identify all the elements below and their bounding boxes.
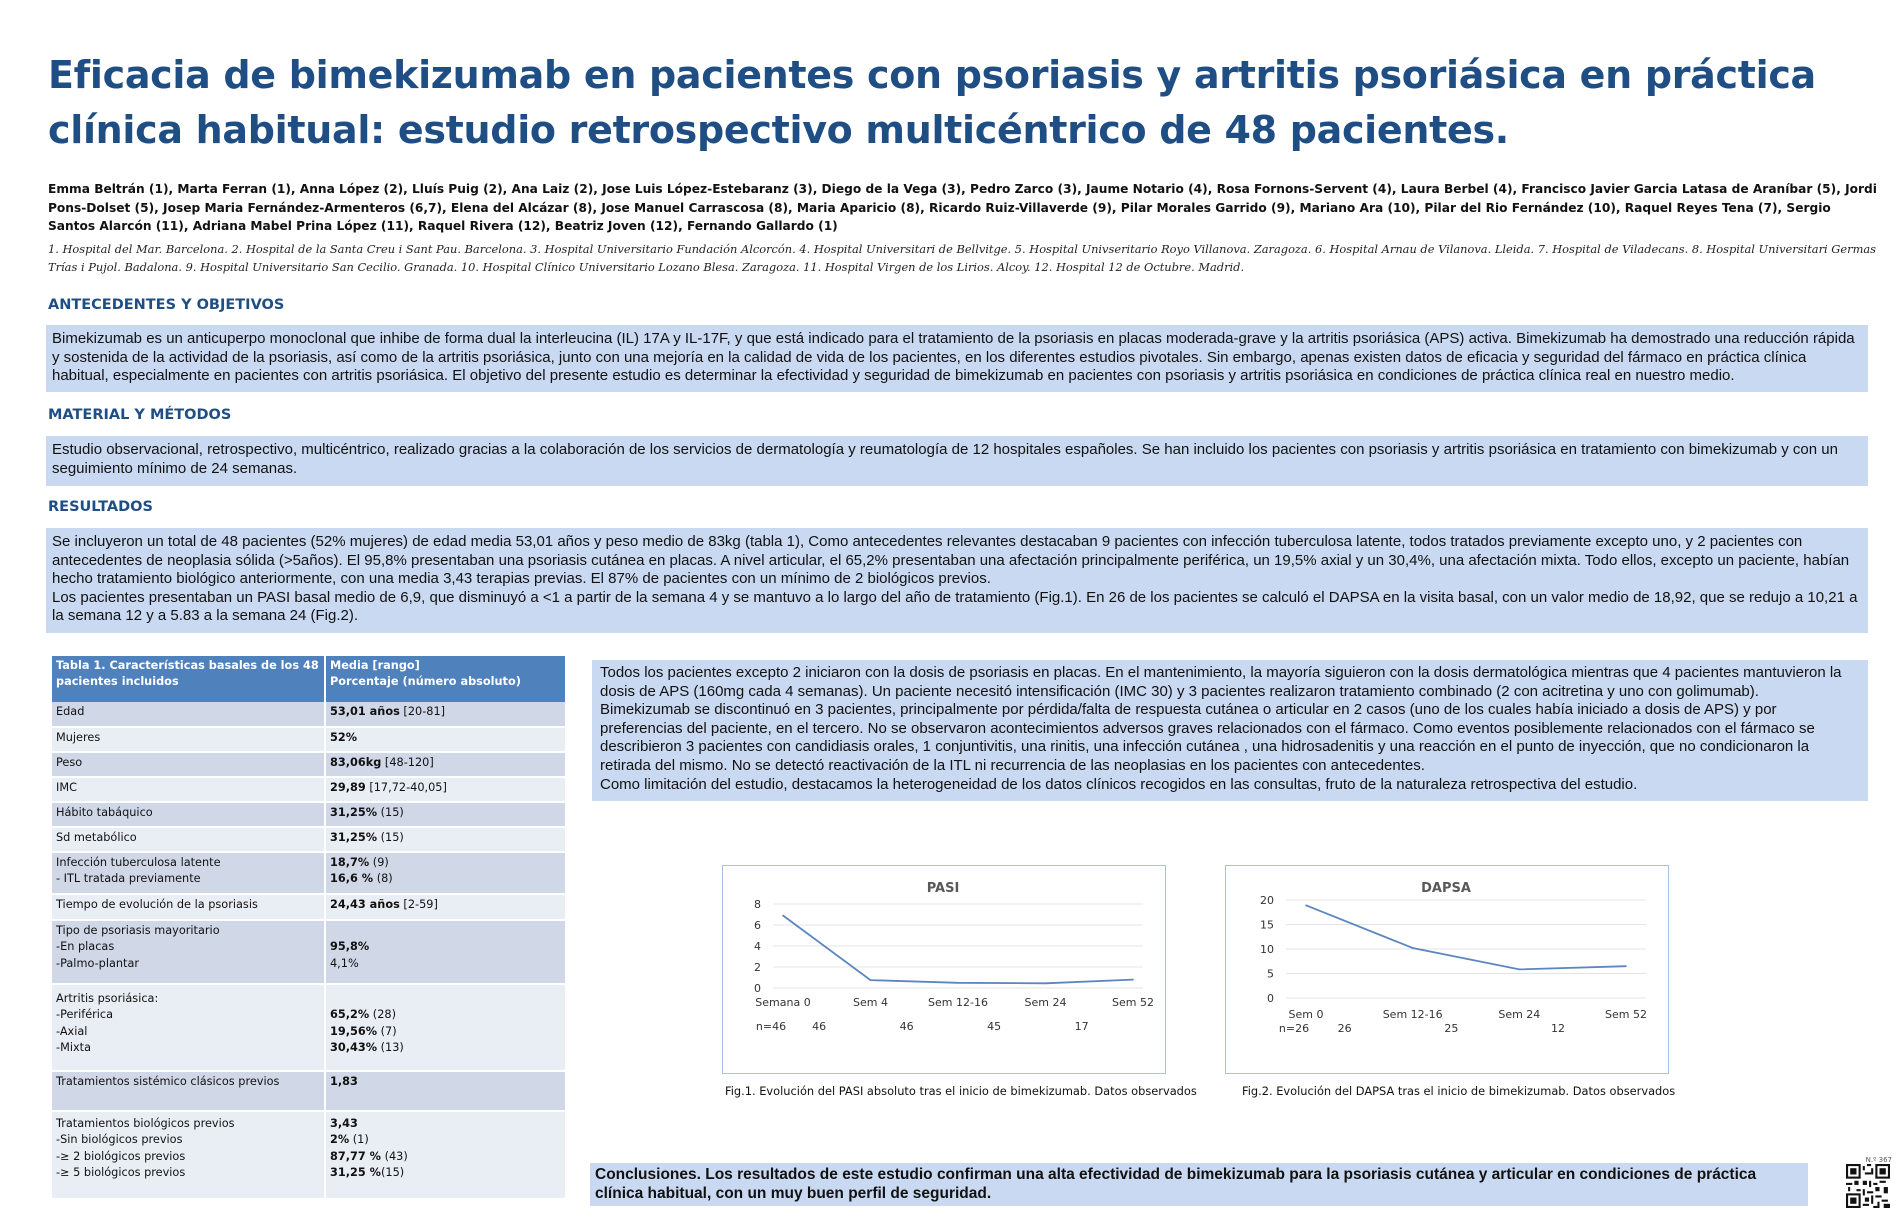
n-value: 26 — [1337, 1022, 1352, 1035]
table-row: Infección tuberculosa latente - ITL tratada previamente 18,7% (9) 16,6 % (8) — [52, 852, 566, 894]
chart-title: PASI — [926, 881, 960, 896]
n-value: 45 — [987, 1020, 1002, 1033]
conclusions-box: Conclusiones. Los resultados de este estudio confirman una alta efectividad de bimekizumab para la psoriasis cutánea y articular en condiciones de práctica clínica habitual, con un muy buen perfil de seguridad. — [590, 1163, 1808, 1206]
n-value: 12 — [1551, 1022, 1565, 1035]
table-row: Edad 53,01 años [20-81] — [52, 702, 566, 727]
poster-title: Eficacia de bimekizumab en pacientes con psoriasis y artritis psoriásica en práctica clínica habitual: estudio retrospectivo multicéntrico de 48 pacientes. — [48, 53, 1816, 152]
n-value: 17 — [1074, 1020, 1089, 1033]
heading-resultados: RESULTADOS — [48, 499, 153, 515]
dapsa-caption: Fig.2. Evolución del DAPSA tras el inicio de bimekizumab. Datos observados — [1242, 1084, 1676, 1098]
data-point — [870, 979, 872, 981]
n-value: 25 — [1444, 1022, 1459, 1035]
pasi-chart-frame — [722, 865, 1166, 1074]
qr-code — [1846, 1156, 1892, 1218]
table-row: Tiempo de evolución de la psoriasis 24,43 años [2-59] — [52, 894, 566, 920]
table-row: Mujeres 52% — [52, 727, 566, 752]
x-tick-label: Sem 52 — [1605, 1008, 1647, 1021]
x-tick-label: Sem 24 — [1498, 1008, 1541, 1021]
y-tick-label: 6 — [754, 919, 761, 932]
table-row: Tratamientos biológicos previos -Sin biológicos previos -≥ 2 biológicos previos -≥ 5 biológicos previos 3,43 2% (1) 87,77 % (43) 31,25 %(15) — [52, 1111, 566, 1199]
y-tick-label: 15 — [1260, 918, 1274, 932]
pasi-chart — [723, 866, 1164, 1072]
table-row: Peso 83,06kg [48-120] — [52, 752, 566, 777]
data-point — [1412, 947, 1414, 949]
discussion-box — [592, 660, 1868, 801]
x-tick-label: Sem 4 — [853, 996, 888, 1009]
table-row: Sd metabólico 31,25% (15) — [52, 827, 566, 852]
qr-number-label: N.º 367 — [1865, 1156, 1892, 1164]
authors-list: Emma Beltrán (1), Marta Ferran (1), Anna López (2), Lluís Puig (2), Ana Laiz (2), Jose Luis López-Estebaranz (3), Diego de la Vega (3), Pedro Zarco (3), Jaume Notario (4), Rosa Fornons-Servent (4), Laura Berbel (4), Francisco Javier Garcia Latasa de Araníbar (5), Jordi Pons-Dolset (5), Josep Maria Fernández-Armenteros (6,7), Elena del Alcázar (8), Jose Manuel Carrascosa (8), Maria Aparicio (8), Ricardo Ruiz-Villaverde (9), Pilar Morales Garrido (9), Mariano Ara (10), Pilar del Rio Fernández (10), Raquel Reyes Tena (7), Sergio Santos Alarcón (11), Adriana Mabel Prina López (11), Raquel Rivera (12), Beatriz Joven (12), Fernando Gallardo (1) — [48, 182, 1877, 233]
series-line — [783, 916, 1133, 984]
data-point — [782, 915, 784, 917]
y-tick-label: 2 — [754, 961, 761, 974]
data-point — [1132, 979, 1134, 981]
antecedentes-text: Bimekizumab es un anticuperpo monoclonal que inhibe de forma dual la interleucina (IL) 17A y IL-17F, y que está indicado para el tratamiento de la psoriasis en placas moderada-grave y la artritis psoriásica (APS) activa. Bimekizumab ha demostrado una reducción rápida y sostenida de la actividad de la psoriasis, así como de la artritis psoriásica, junto con una mejoría en la calidad de vida de los pacientes, en los diferentes estudios pivotales. Sin embargo, apenas existen datos de eficacia y seguridad del fármaco en práctica clínica habitual, especialmente en pacientes con artritis psoriásica. El objetivo del presente estudio es determinar la efectividad y seguridad de bimekizumab en pacientes con psoriasis y artritis psoriásica en condiciones de práctica clínica real en nuestro medio. — [52, 330, 1855, 385]
antecedentes-box — [46, 325, 1868, 392]
y-tick-label: 5 — [1267, 967, 1274, 981]
y-tick-label: 8 — [754, 898, 761, 911]
x-tick-label: Sem 52 — [1112, 996, 1154, 1009]
x-tick-label: Sem 12-16 — [1382, 1008, 1443, 1021]
discussion-text-2: Bimekizumab se discontinuó en 3 pacientes, principalmente por pérdida/falta de respuesta cutánea o articular en 2 casos (uno de los cuales había iniciado a dosis de APS) y por preferencias del paciente, en el tercero. No se observaron acontecimientos adversos graves relacionados con el fármaco. Como eventos posiblemente relacionados con el fármaco se describieron 3 pacientes con candidiasis orales, 1 conjuntivitis, una rinitis, una infección cutánea , una hidrosadenitis y una reacción en el punto de inyección, que no condicionaron la retirada del mismo. No se detectó reactivación de la ITL ni recurrencia de las neoplasias en los pacientes con antecedentes. — [600, 701, 1815, 774]
heading-material: MATERIAL Y MÉTODOS — [48, 407, 232, 423]
table-header-value: Media [rango] Porcentaje (número absoluto) — [325, 656, 566, 702]
dapsa-chart-frame — [1225, 865, 1669, 1074]
x-tick-label: Sem 0 — [1288, 1008, 1324, 1021]
n-label: n=46 — [755, 1020, 787, 1033]
table-row: Artritis psoriásica: -Periférica -Axial -Mixta 65,2% (28) 19,56% (7) 30,43% (13) — [52, 984, 566, 1071]
discussion-text-3: Como limitación del estudio, destacamos la heterogeneidad de los datos clínicos recogidos en las consultas, fruto de la naturaleza retrospectiva del estudio. — [600, 775, 1638, 793]
y-tick-label: 0 — [1267, 992, 1274, 1005]
resultados-text-1: Se incluyeron un total de 48 pacientes (52% mujeres) de edad media 53,01 años y peso medio de 83kg (tabla 1), Como antecedentes relevantes destacaban 9 pacientes con infección tuberculosa latente, todos tratados previamente excepto uno, y 2 pacientes con antecedentes de neoplasia sólida (>5años). El 95,8% presentaban una psoriasis cutánea en placas. A nivel articular, el 65,2% presentaban una afectación principalmente periférica, un 19,5% axial y un 30,4%, una afectación mixta. Todo ellos, excepto un paciente, habían hecho tratamiento biológico anteriormente, con una media 3,43 terapias previas. El 87% de pacientes con un mínimo de 2 biológicos previos. — [52, 533, 1850, 588]
x-tick-label: Sem 12-16 — [928, 996, 988, 1009]
table-row: IMC 29,89 [17,72-40,05] — [52, 777, 566, 802]
qr-code-icon — [1846, 1164, 1890, 1208]
y-tick-label: 10 — [1260, 943, 1274, 956]
table-row: Tratamientos sistémico clásicos previos 1,83 — [52, 1071, 566, 1111]
x-tick-label: Sem 24 — [1024, 996, 1067, 1009]
x-tick-label: Semana 0 — [755, 996, 811, 1009]
n-value: 46 — [899, 1020, 914, 1033]
y-tick-label: 0 — [754, 982, 761, 995]
series-line — [1306, 905, 1626, 969]
material-box — [46, 436, 1868, 486]
material-text: Estudio observacional, retrospectivo, multicéntrico, realizado gracias a la colaboración de los servicios de dermatología y reumatología de 12 hospitales españoles. Se han incluido los pacientes con psoriasis y artritis psoriásica en tratamiento con bimekizumab y con un seguimiento mínimo de 24 semanas. — [52, 441, 1838, 477]
data-point — [1519, 969, 1521, 971]
heading-antecedentes: ANTECEDENTES Y OBJETIVOS — [48, 297, 285, 313]
resultados-text-2: Los pacientes presentaban un PASI basal medio de 6,9, que disminuyó a <1 a partir de la semana 4 y se mantuvo a lo largo del año de tratamiento (Fig.1). En 26 de los pacientes se calculó el DAPSA en la visita basal, con un valor medio de 18,92, que se redujo a 10,21 a la semana 12 y a 5.83 a la semana 24 (Fig.2). — [52, 588, 1858, 625]
y-tick-label: 20 — [1260, 894, 1274, 907]
y-tick-label: 4 — [754, 940, 761, 953]
data-point — [1305, 904, 1307, 906]
table-row: Hábito tabáquico 31,25% (15) — [52, 802, 566, 827]
chart-title: DAPSA — [1421, 881, 1471, 896]
table-header-characteristic: Tabla 1. Características basales de los 48 pacientes incluidos — [52, 656, 325, 702]
data-point — [1625, 965, 1627, 967]
n-label: n=26 — [1278, 1022, 1310, 1035]
table-row: Tipo de psoriasis mayoritario -En placas -Palmo-plantar 95,8% 4,1% — [52, 920, 566, 984]
n-value: 46 — [812, 1020, 827, 1033]
dapsa-chart — [1226, 866, 1667, 1072]
data-point — [957, 982, 959, 984]
affiliations: 1. Hospital del Mar. Barcelona. 2. Hospital de la Santa Creu i Sant Pau. Barcelona. 3. Hospital Universitario Fundación Alcorcón. 4. Hospital Universitari de Bellvitge. 5. Hospital Univseritario Royo Villanova. Zaragoza. 6. Hospital Arnau de Vilanova. Lleida. 7. Hospital de Viladecans. 8. Hospital Universitari Germas Trías i Pujol. Badalona. 9. Hospital Universitario San Cecilio. Granada. 10. Hospital Clínico Universitario Lozano Blesa. Zaragoza. 11. Hospital Virgen de los Lirios. Alcoy. 12. Hospital 12 de Octubre. Madrid. — [48, 242, 1877, 274]
pasi-caption: Fig.1. Evolución del PASI absoluto tras el inicio de bimekizumab. Datos observados — [725, 1084, 1197, 1098]
resultados-box — [46, 528, 1868, 633]
data-point — [1045, 982, 1047, 984]
baseline-table — [52, 656, 567, 1200]
discussion-text-1: Todos los pacientes excepto 2 iniciaron con la dosis de psoriasis en placas. En el mantenimiento, la mayoría siguieron con la dosis dermatológica mientras que 4 pacientes mantuvieron la dosis de APS (160mg cada 4 semanas). Un paciente necesitó intensificación (IMC 30) y 3 pacientes realizaron tratamiento combinado (2 con acitretina y uno con golimumab). — [600, 664, 1842, 700]
